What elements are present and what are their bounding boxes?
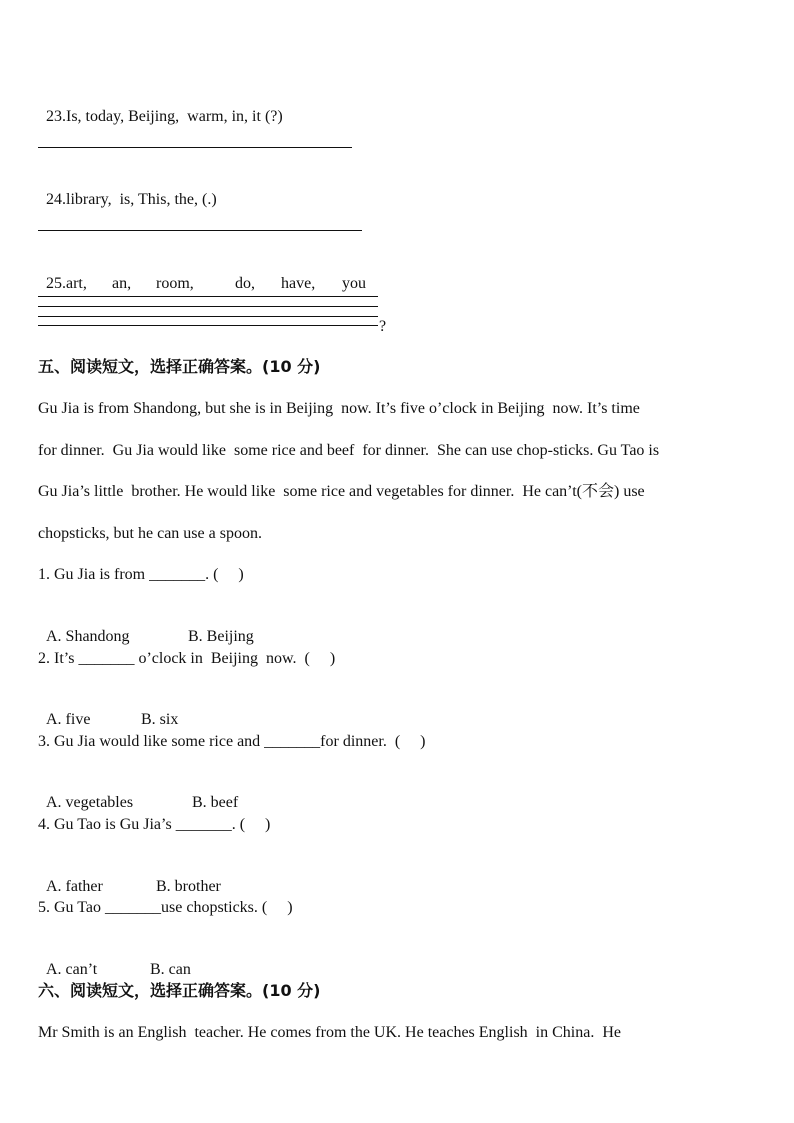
answer-line[interactable] — [38, 306, 378, 307]
end-mark: ? — [379, 318, 387, 335]
option-a[interactable]: A. can’t — [46, 961, 98, 978]
question-3: 3. Gu Jia would like some rice and _______for dinner. ( ) — [38, 733, 426, 750]
question-23 — [38, 87, 283, 127]
answer-line[interactable] — [38, 325, 378, 326]
word: do, — [235, 275, 255, 292]
passage-line: chopsticks, but he can use a spoon. — [38, 525, 262, 542]
passage-line: Gu Jia’s little brother. He would like some rice and vegetables for dinner. He can’t(不会) use — [38, 483, 645, 500]
word: have, — [281, 275, 316, 292]
answer-line[interactable] — [38, 316, 378, 317]
section-6-title: 六、阅读短文，选择正确答案。(10 分) — [38, 981, 321, 1000]
options-2 — [38, 690, 178, 730]
options-1 — [38, 607, 254, 647]
word: an, — [112, 275, 132, 292]
word: art, — [66, 275, 87, 292]
options-4 — [38, 857, 221, 897]
option-a[interactable]: A. vegetables — [46, 794, 134, 811]
section-5-title: 五、阅读短文，选择正确答案。(10 分) — [38, 357, 321, 376]
question-number: 23. — [46, 108, 66, 125]
question-number: 25. — [46, 275, 66, 292]
option-b[interactable]: B. six — [141, 711, 179, 728]
question-text: library, is, This, the, (.) — [66, 191, 217, 208]
option-b[interactable]: B. can — [150, 961, 191, 978]
option-a[interactable]: A. Shandong — [46, 628, 130, 645]
word: room, — [156, 275, 194, 292]
question-4: 4. Gu Tao is Gu Jia’s _______. ( ) — [38, 816, 271, 833]
question-1: 1. Gu Jia is from _______. ( ) — [38, 566, 244, 583]
options-5 — [38, 940, 191, 980]
question-number: 24. — [46, 191, 66, 208]
option-b[interactable]: B. beef — [192, 794, 239, 811]
answer-line[interactable] — [38, 147, 352, 148]
options-3 — [38, 773, 238, 813]
question-24 — [38, 170, 217, 210]
option-b[interactable]: B. brother — [156, 878, 221, 895]
passage-line: for dinner. Gu Jia would like some rice and beef for dinner. She can use chop-sticks. Gu Tao is — [38, 442, 660, 459]
question-25 — [38, 254, 366, 294]
question-5: 5. Gu Tao _______use chopsticks. ( ) — [38, 899, 293, 916]
option-a[interactable]: A. father — [46, 878, 103, 895]
question-2: 2. It’s _______ o’clock in Beijing now. ( ) — [38, 650, 336, 667]
answer-line[interactable] — [38, 230, 362, 231]
word: you — [342, 275, 366, 292]
question-text: Is, today, Beijing, warm, in, it (?) — [66, 108, 283, 125]
option-a[interactable]: A. five — [46, 711, 91, 728]
option-b[interactable]: B. Beijing — [188, 628, 254, 645]
passage-line: Gu Jia is from Shandong, but she is in Beijing now. It’s five o’clock in Beijing now. It’s time — [38, 400, 640, 417]
passage-line: Mr Smith is an English teacher. He comes from the UK. He teaches English in China. He — [38, 1024, 621, 1041]
answer-line[interactable] — [38, 296, 378, 297]
